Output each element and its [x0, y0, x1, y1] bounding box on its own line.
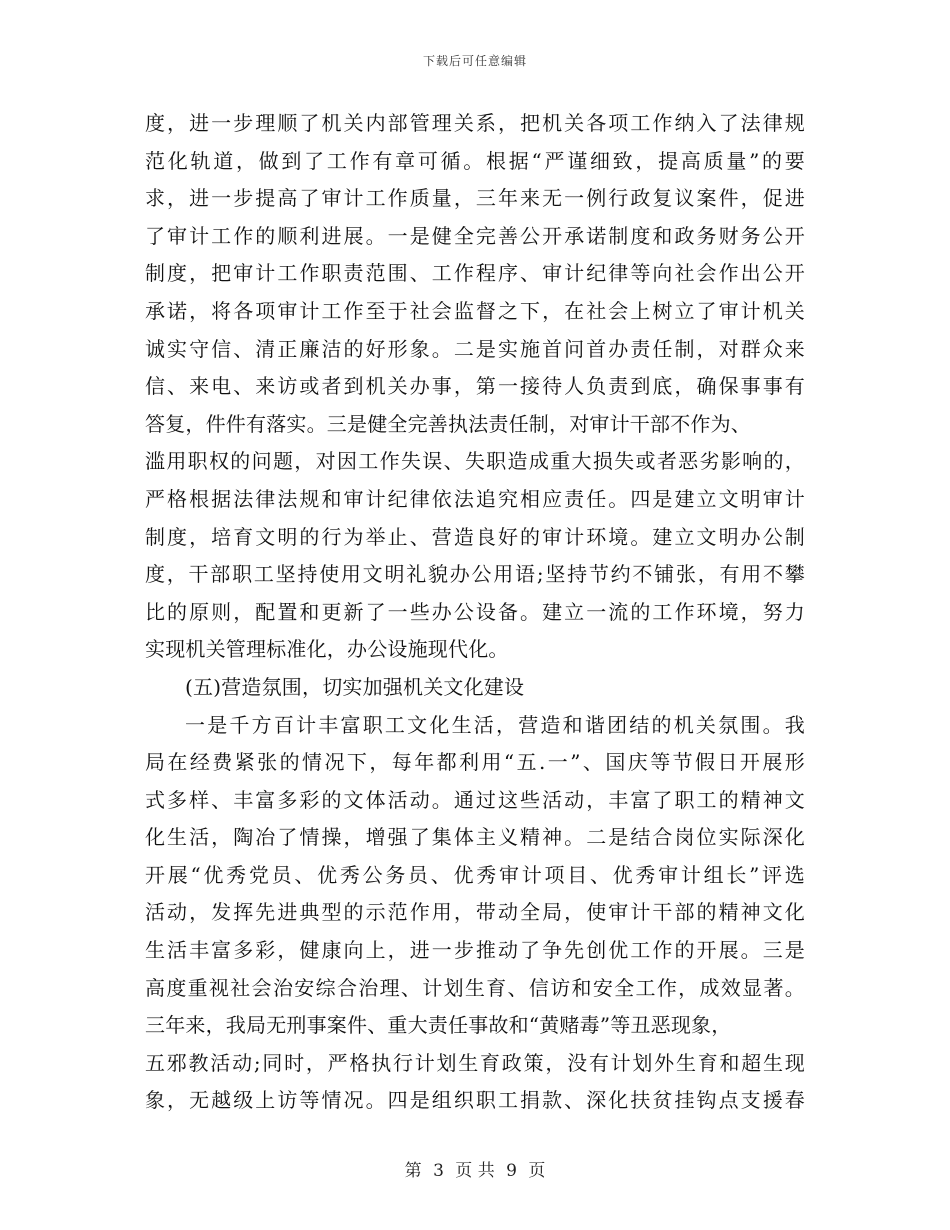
- text-line: 求，进一步提高了审计工作质量，三年来无一例行政复议案件，促进: [145, 186, 805, 211]
- page-header: 下载后可任意编辑: [422, 54, 527, 68]
- text-line: 度，干部职工坚持使用文明礼貌办公用语;坚持节约不铺张，有用不攀: [145, 562, 805, 587]
- page-footer: [0, 1156, 950, 1181]
- text-line: 制度，把审计工作职责范围、工作程序、审计纪律等向社会作出公开: [145, 261, 805, 286]
- text-line: 答复，件件有落实。三是健全完善执法责任制，对审计干部不作为、: [145, 411, 751, 436]
- text-line: 活动，发挥先进典型的示范作用，带动全局，使审计干部的精神文化: [145, 900, 805, 925]
- text-line: 滥用职权的问题，对因工作失误、失职造成重大损失或者恶劣影响的，: [145, 449, 805, 474]
- text-line: 五邪教活动;同时，严格执行计划生育政策，没有计划外生育和超生现: [145, 1050, 805, 1075]
- text-line: 诚实守信、清正廉洁的好形象。二是实施首问首办责任制，对群众来: [145, 336, 805, 361]
- page-total-label: 页 共: [455, 1161, 495, 1181]
- text-line: 式多样、丰富多彩的文体活动。通过这些活动，丰富了职工的精神文: [145, 787, 805, 812]
- text-line: 范化轨道，做到了工作有章可循。根据“严谨细致，提高质量”的要: [145, 148, 805, 173]
- document-body: [145, 105, 805, 1120]
- text-line: 三年来，我局无刑事案件、重大责任事故和“黄赌毒”等丑恶现象，: [145, 1013, 732, 1038]
- text-line: 承诺，将各项审计工作至于社会监督之下，在社会上树立了审计机关: [145, 298, 805, 323]
- text-line: 严格根据法律法规和审计纪律依法追究相应责任。四是建立文明审计: [145, 486, 805, 511]
- text-line: 了审计工作的顺利进展。一是健全完善公开承诺制度和政务财务公开: [145, 223, 805, 248]
- text-line: 高度重视社会治安综合治理、计划生育、信访和安全工作，成效显著。: [145, 975, 805, 1000]
- total-pages-number: 9: [506, 1161, 517, 1181]
- text-line: 度，进一步理顺了机关内部管理关系，把机关各项工作纳入了法律规: [145, 111, 805, 135]
- text-line: 开展“优秀党员、优秀公务员、优秀审计项目、优秀审计组长”评选: [145, 862, 805, 887]
- text-line: 制度，培育文明的行为举止、营造良好的审计环境。建立文明办公制: [145, 524, 805, 549]
- page-prefix: 第: [404, 1161, 422, 1181]
- text-line: 生活丰富多彩，健康向上，进一步推动了争先创优工作的开展。三是: [145, 938, 805, 963]
- text-line: 局在经费紧张的情况下，每年都利用“五.一”、国庆等节假日开展形: [145, 750, 805, 775]
- section-heading: (五)营造氛围，切实加强机关文化建设: [185, 674, 525, 699]
- paragraph-end-line: 实现机关管理标准化，办公设施现代化。: [145, 637, 509, 662]
- text-line: 象，无越级上访等情况。四是组织职工捐款、深化扶贫挂钩点支援春: [145, 1088, 805, 1113]
- text-line: 比的原则，配置和更新了一些办公设备。建立一流的工作环境，努力: [145, 599, 805, 624]
- current-page-number: 3: [433, 1161, 444, 1181]
- text-line: 信、来电、来访或者到机关办事，第一接待人负责到底，确保事事有: [145, 374, 805, 399]
- paragraph-first-line: 一是千方百计丰富职工文化生活，营造和谐团结的机关氛围。我: [185, 712, 805, 737]
- page-suffix: 页: [528, 1161, 546, 1181]
- text-line: 化生活，陶冶了情操，增强了集体主义精神。二是结合岗位实际深化: [145, 825, 805, 850]
